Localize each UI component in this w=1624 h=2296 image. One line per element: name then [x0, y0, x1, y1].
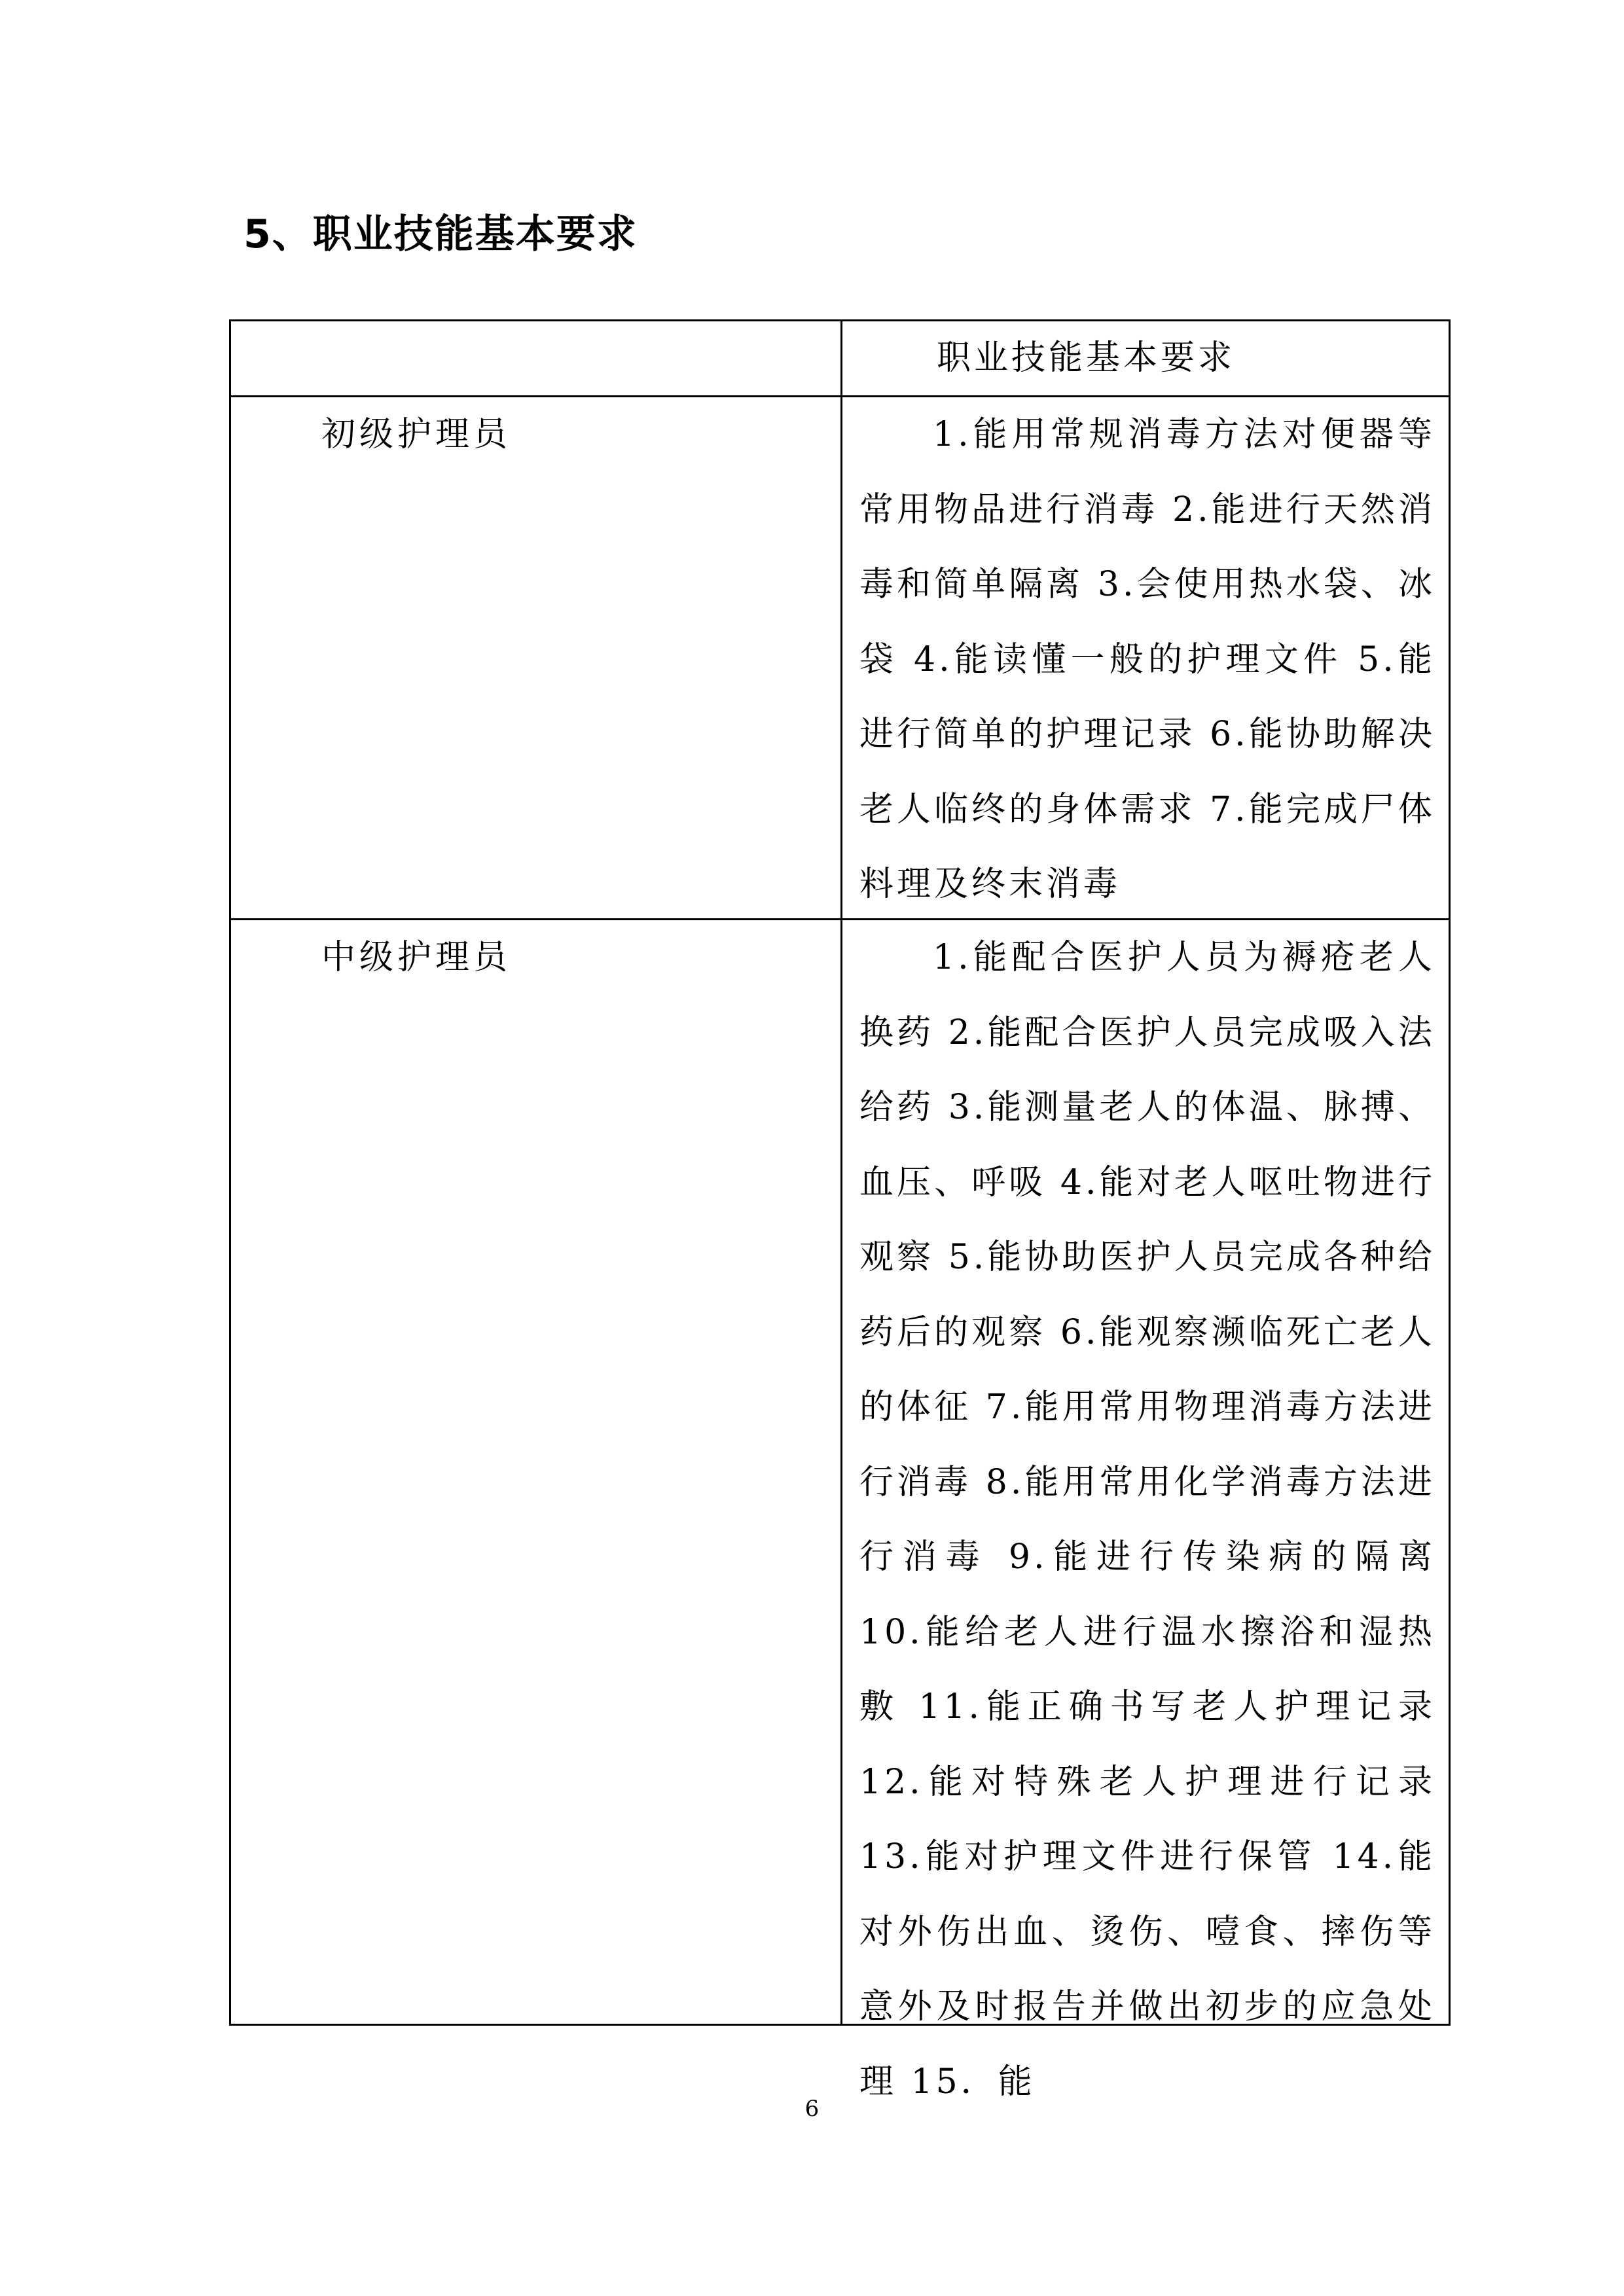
requirements-cell-intermediate: 1.能配合医护人员为褥疮老人换药 2.能配合医护人员完成吸入法给药 3.能测量老人的体温、脉搏、血压、呼吸 4.能对老人呕吐物进行观察 5.能协助医护人员完成各种给药后的观察 6.能观察濒临死亡老人的体征 7.能用常用物理消毒方法进行消毒 8.能用常用化学消毒方法进行消毒 9.能进行传染病的隔离 10.能给老人进行温水擦浴和湿热敷 11.能正确书写老人护理记录 12.能对特殊老人护理进行记录 13.能对护理文件进行保管 14.能对外伤出血、烫伤、噎食、摔伤等意外及时报告并做出初步的应急处理 15．能: [859, 938, 1435, 2102]
requirements-cell-junior: 1.能用常规消毒方法对便器等常用物品进行消毒 2.能进行天然消毒和简单隔离 3.会使用热水袋、冰袋 4.能读懂一般的护理文件 5.能进行简单的护理记录 6.能协助解决老人临终的身体需求 7.能完成尸体料理及终末消毒: [859, 415, 1435, 904]
table-row: [231, 395, 1449, 918]
section-heading: 5、职业技能基本要求: [244, 211, 638, 257]
page-number: 6: [804, 2096, 820, 2122]
header-cell-requirements: 职业技能基本要求: [937, 338, 1236, 378]
level-cell-intermediate: 中级护理员: [231, 920, 842, 2024]
level-cell-junior: 初级护理员: [231, 397, 842, 918]
table-row: [231, 918, 1449, 2102]
skills-requirements-table: [229, 319, 1451, 2102]
header-cell-left: [231, 321, 842, 395]
table-header-row: [231, 321, 1449, 395]
